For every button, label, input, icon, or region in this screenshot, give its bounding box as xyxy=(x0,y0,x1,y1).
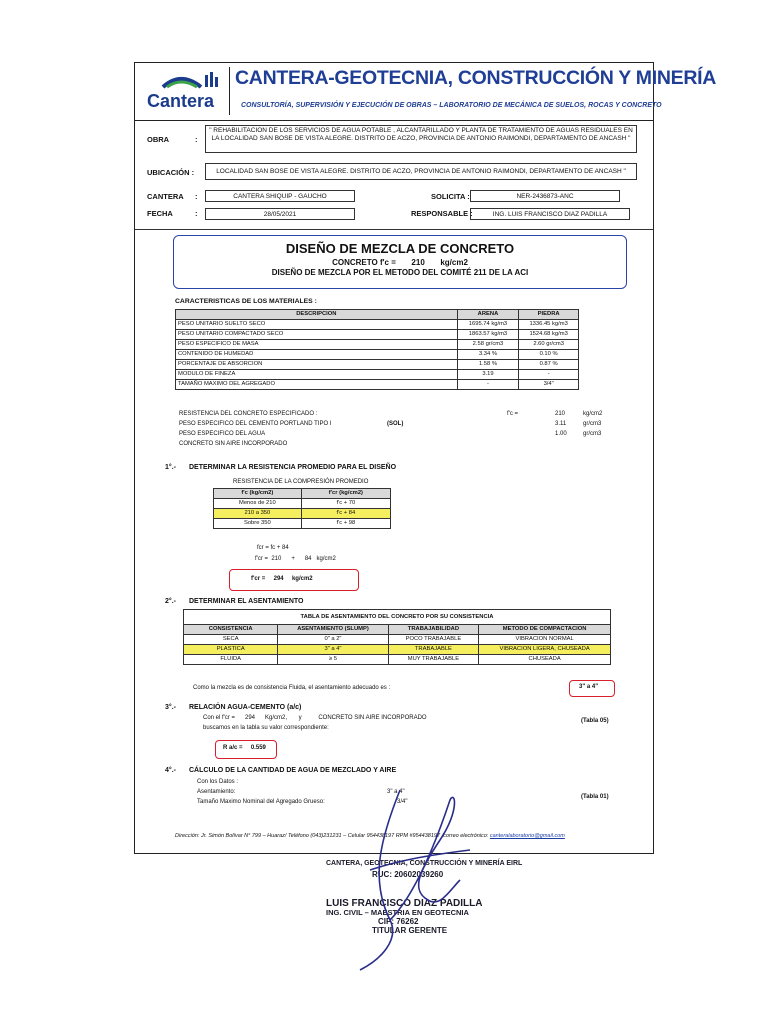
cell-piedra: 0.87 % xyxy=(519,360,579,370)
stamp-company: CANTERA, GEOTECNIA, CONSTRUCCIÓN Y MINERÍA EIRL xyxy=(326,860,523,867)
cell-piedra: 1524.68 kg/m3 xyxy=(519,330,579,340)
param-resistencia-sym: f'c = xyxy=(507,411,518,417)
step4-title: CÁLCULO DE LA CANTIDAD DE AGUA DE MEZCLADO Y AIRE xyxy=(189,767,397,774)
solicita-label: SOLICITA : xyxy=(431,192,470,201)
ubicacion-label: UBICACIÓN : xyxy=(147,168,195,177)
company-logo xyxy=(139,67,230,115)
fcr-result: f'cr = 294 kg/cm2 xyxy=(251,576,313,582)
cell-metodo: VIBRACION LIGERA, CHUSEADA xyxy=(479,645,611,655)
cell-fc: Menos de 210 xyxy=(214,499,302,509)
cell-arena: 1863.57 kg/m3 xyxy=(457,330,519,340)
param-cemento-brand: (SOL) xyxy=(387,421,404,427)
materials-table xyxy=(175,309,579,390)
cell-description: MODULO DE FINEZA xyxy=(176,370,458,380)
slump-table-title: TABLA DE ASENTAMIENTO DEL CONCRETO POR SU CONSISTENCIA xyxy=(184,610,611,625)
signature-icon xyxy=(340,780,480,980)
col-header: f'cr (kg/cm2) xyxy=(301,489,390,499)
step1-num: 1°.- xyxy=(165,464,176,471)
cell-asentamiento: ≥ 5 xyxy=(278,655,388,665)
cell-piedra: 0.10 % xyxy=(519,350,579,360)
step3-line2: buscamos en la tabla su valor correspondiente: xyxy=(203,725,329,731)
cell-arena: 1.58 % xyxy=(457,360,519,370)
divider xyxy=(135,229,653,230)
asentamiento-val: 3" a 4" xyxy=(387,789,405,795)
param-agua: PESO ESPECIFICO DEL AGUA xyxy=(179,431,266,437)
col-header: METODO DE COMPACTACION xyxy=(479,625,611,635)
method-title: DISEÑO DE MEZCLA POR EL METODO DEL COMITÉ 211 DE LA ACI xyxy=(271,268,529,277)
cell-fc: Sobre 350 xyxy=(214,519,302,529)
company-name: CANTERA-GEOTECNIA, CONSTRUCCIÓN Y MINERÍA xyxy=(235,67,716,89)
cell-fc: 210 a 350 xyxy=(214,509,302,519)
step3-num: 3°.- xyxy=(165,704,176,711)
cell-piedra: 3/4" xyxy=(519,380,579,390)
tamano-val: 3/4" xyxy=(397,799,408,805)
cell-description: PORCENTAJE DE ABSORCION xyxy=(176,360,458,370)
col-header: f'c (kg/cm2) xyxy=(214,489,302,499)
tabla-05: (Tabla 05) xyxy=(581,718,609,724)
param-cemento: PESO ESPECIFICO DEL CEMENTO PORTLAND TIPO I xyxy=(179,421,332,427)
cell-piedra: 1336.45 kg/m3 xyxy=(519,320,579,330)
materials-heading: CARACTERISTICAS DE LOS MATERIALES : xyxy=(175,298,317,305)
cell-metodo: CHUSEADA xyxy=(479,655,611,665)
address-text: Dirección: Jr. Simón Bolívar N° 799 – Huaraz/ Teléfono (043)231231 – Celular 954438197 RPM #954438197 /correo electrónico: xyxy=(175,833,489,839)
cantera-value: CANTERA SHIQUIP - GAUCHO xyxy=(205,190,355,202)
logo-text: Cantera xyxy=(147,91,215,111)
cell-description: PESO ESPECIFICO DE MASA xyxy=(176,340,458,350)
colon: : xyxy=(195,209,198,218)
document-sheet xyxy=(134,62,716,854)
tabla-01: (Tabla 01) xyxy=(581,794,609,800)
table-row xyxy=(214,509,391,519)
table-row xyxy=(214,519,391,529)
email-link[interactable]: canteralaboratorio@gmail.com xyxy=(489,833,565,839)
cell-description: PESO UNITARIO COMPACTADO SECO xyxy=(176,330,458,340)
cell-consistencia: SECA xyxy=(184,635,278,645)
param-resistencia-val: 210 xyxy=(555,411,566,417)
cell-fcr: f'c + 98 xyxy=(301,519,390,529)
cell-arena: 1695.74 kg/m3 xyxy=(457,320,519,330)
step1-table-title: RESISTENCIA DE LA COMPRESIÓN PROMEDIO xyxy=(233,479,369,485)
cell-description: TAMAÑO MAXIMO DEL AGREGADO xyxy=(176,380,458,390)
cell-fcr: f'c + 70 xyxy=(301,499,390,509)
step4-num: 4°.- xyxy=(165,767,176,774)
step2-title: DETERMINAR EL ASENTAMIENTO xyxy=(189,598,304,605)
page-title: DISEÑO DE MEZCLA DE CONCRETO xyxy=(285,241,515,256)
tamano-label: Tamaño Maximo Nominal del Agregado Grueso: xyxy=(197,799,325,805)
param-resistencia-unit: kg/cm2 xyxy=(583,411,603,417)
stamp-ruc: RUC: 20602039260 xyxy=(372,870,444,879)
solicita-value: NER-2436873-ANC xyxy=(470,190,620,202)
asentamiento-label: Asentamiento: xyxy=(197,789,236,795)
cell-asentamiento: 3" a 4" xyxy=(278,645,388,655)
cell-description: PESO UNITARIO SUELTO SECO xyxy=(176,320,458,330)
cell-consistencia: FLUIDA xyxy=(184,655,278,665)
fecha-value: 28/05/2021 xyxy=(205,208,355,220)
col-header: DESCRIPCION xyxy=(176,310,458,320)
cell-piedra: 2.60 gr/cm3 xyxy=(519,340,579,350)
table-row xyxy=(184,635,611,645)
colon: : xyxy=(195,192,198,201)
table-row xyxy=(214,499,391,509)
col-header: ASENTAMIENTO (SLUMP) xyxy=(278,625,388,635)
cell-consistencia: PLASTICA xyxy=(184,645,278,655)
stamp-title: ING. CIVIL – MAESTRIA EN GEOTECNIA xyxy=(326,908,469,917)
formula-2: f'cr = 210 + 84 kg/cm2 xyxy=(255,556,336,562)
resistance-table xyxy=(213,488,391,529)
obra-label: OBRA xyxy=(147,135,170,144)
formula-1: fcr = fc + 84 xyxy=(257,545,289,551)
cell-asentamiento: 0" a 2" xyxy=(278,635,388,645)
cell-arena: 3.34 % xyxy=(457,350,519,360)
stamp-cip: CIP: 76262 xyxy=(378,917,419,926)
table-row xyxy=(184,655,611,665)
table-row xyxy=(176,330,579,340)
responsable-value: ING. LUIS FRANCISCO DIAZ PADILLA xyxy=(470,208,630,220)
con-datos: Con los Datos : xyxy=(197,779,239,785)
cell-trabajabilidad: POCO TRABAJABLE xyxy=(388,635,479,645)
col-header: PIEDRA xyxy=(519,310,579,320)
title-box xyxy=(173,235,627,289)
ubicacion-value: LOCALIDAD SAN BOSE DE VISTA ALEGRE. DISTRITO DE ACZO, PROVINCIA DE ANTONIO RAIMONDI, DEPARTAMENTO DE ANCASH " xyxy=(205,163,637,180)
param-sin-aire: CONCRETO SIN AIRE INCORPORADO xyxy=(179,441,288,447)
col-header: ARENA xyxy=(457,310,519,320)
ac-result: R a/c = 0.559 xyxy=(223,745,266,751)
slump-table xyxy=(183,609,611,665)
slump-note: Como la mezcla es de consistencia Fluida, el asentamiento adecuado es : xyxy=(193,685,391,691)
cell-fcr: f'c + 84 xyxy=(301,509,390,519)
cell-trabajabilidad: TRABAJABLE xyxy=(388,645,479,655)
stamp-role: TITULAR GERENTE xyxy=(372,926,448,935)
step3-title: RELACIÓN AGUA-CEMENTO (a/c) xyxy=(189,704,302,711)
cell-description: CONTENIDO DE HUMEDAD xyxy=(176,350,458,360)
colon: : xyxy=(195,135,198,144)
fecha-label: FECHA xyxy=(147,209,173,218)
param-cemento-val: 3.11 xyxy=(555,421,567,427)
cell-piedra: - xyxy=(519,370,579,380)
step3-line1: Con el f'cr = 294 Kg/cm2, y CONCRETO SIN AIRE INCORPORADO xyxy=(203,715,427,721)
slump-result: 3" a 4" xyxy=(579,684,599,690)
step1-title: DETERMINAR LA RESISTENCIA PROMEDIO PARA EL DISEÑO xyxy=(189,464,397,471)
col-header: CONSISTENCIA xyxy=(184,625,278,635)
param-resistencia: RESISTENCIA DEL CONCRETO ESPECIFICADO : xyxy=(179,411,318,417)
cell-trabajabilidad: MUY TRABAJABLE xyxy=(388,655,479,665)
table-row xyxy=(176,360,579,370)
stamp-name: LUIS FRANCISCO DIAZ PADILLA xyxy=(326,898,483,909)
cantera-label: CANTERA xyxy=(147,192,184,201)
table-row xyxy=(176,350,579,360)
table-row xyxy=(176,380,579,390)
logo-emblem-icon xyxy=(141,69,227,91)
letterhead xyxy=(135,63,716,121)
cell-arena: 2.58 gr/cm3 xyxy=(457,340,519,350)
company-services: CONSULTORÍA, SUPERVISIÓN Y EJECUCIÓN DE OBRAS – LABORATORIO DE MECÁNICA DE SUELOS, ROCAS Y CONCRETO xyxy=(241,102,662,109)
table-row xyxy=(184,645,611,655)
cell-metodo: VIBRACION NORMAL xyxy=(479,635,611,645)
param-agua-unit: gr/cm3 xyxy=(583,431,602,437)
cell-arena: 3.19 xyxy=(457,370,519,380)
table-row xyxy=(176,320,579,330)
responsable-label: RESPONSABLE : xyxy=(411,209,473,218)
concrete-strength: CONCRETO f'c = 210 kg/cm2 xyxy=(332,258,468,267)
table-row xyxy=(176,370,579,380)
param-cemento-unit: gr/cm3 xyxy=(583,421,602,427)
obra-value: " REHABILITACION DE LOS SERVICIOS DE AGUA POTABLE , ALCANTARILLADO Y PLANTA DE TRATAMIENTO DE AGUAS RESIDUALES EN LA LOCALIDAD SAN BOSE DE VISTA ALEGRE. DISTRITO DE ACZO, PROVINCIA DE ANTONIO RAIMONDI, DEPARTAMENTO DE ANCASH " xyxy=(205,125,637,153)
param-agua-val: 1.00 xyxy=(555,431,567,437)
col-header: TRABAJABILIDAD xyxy=(388,625,479,635)
cell-arena: - xyxy=(457,380,519,390)
table-row xyxy=(176,340,579,350)
step2-num: 2°.- xyxy=(165,598,176,605)
